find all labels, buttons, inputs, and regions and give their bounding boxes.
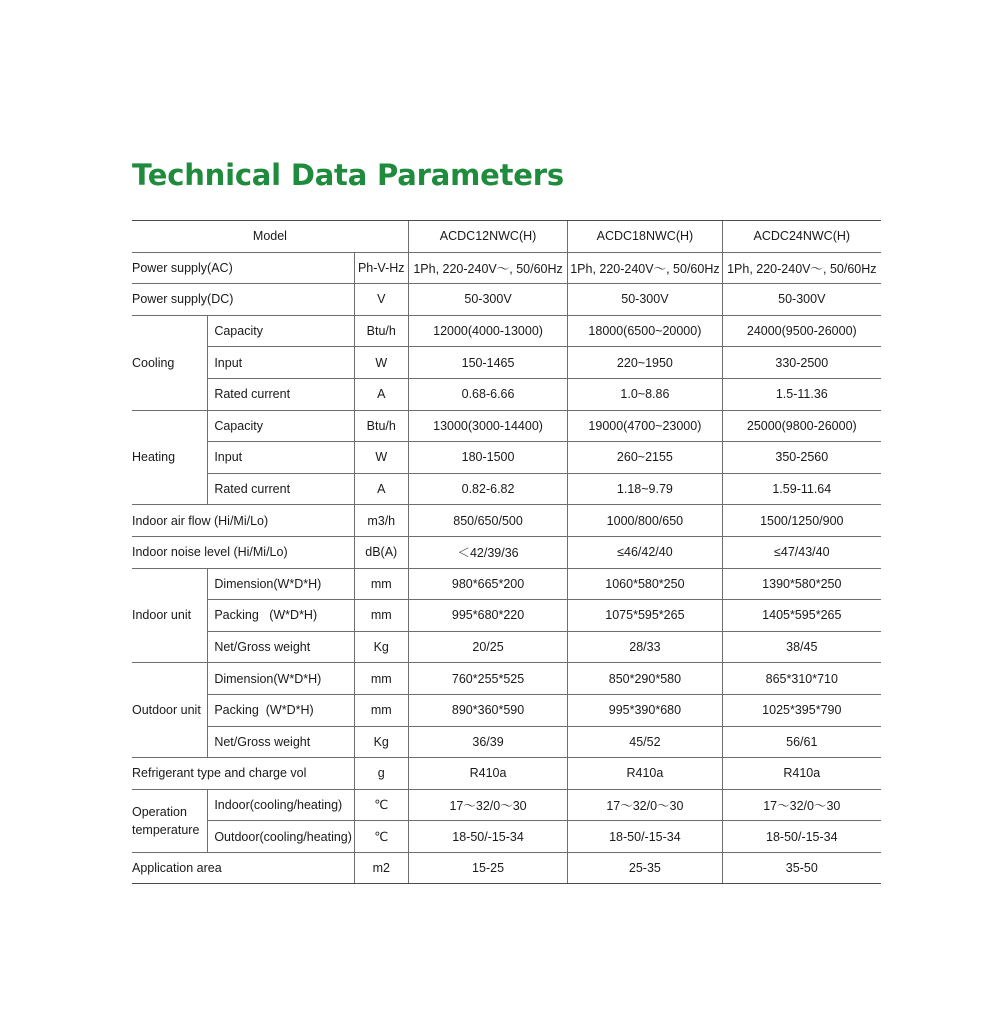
value-cell: 220~1950 (568, 347, 722, 379)
unit-cell: V (354, 284, 408, 316)
table-row (132, 410, 881, 442)
table-row (132, 473, 881, 505)
row-label: Rated current (208, 378, 354, 410)
unit-cell: m2 (354, 852, 408, 884)
value-cell: R410a (722, 758, 881, 790)
unit-cell: ℃ (354, 789, 408, 821)
group-label: Indoor unit (132, 568, 208, 663)
value-cell: 25-35 (568, 852, 722, 884)
table-row (132, 284, 881, 316)
value-cell: 980*665*200 (408, 568, 567, 600)
table-row (132, 442, 881, 474)
value-cell: 1.59-11.64 (722, 473, 881, 505)
value-cell: 330-2500 (722, 347, 881, 379)
value-cell: 890*360*590 (408, 694, 567, 726)
unit-cell: g (354, 758, 408, 790)
value-cell: ＜42/39/36 (408, 536, 567, 568)
unit-cell: m3/h (354, 505, 408, 537)
value-cell: 150-1465 (408, 347, 567, 379)
value-cell: 38/45 (722, 631, 881, 663)
value-cell: 18-50/-15-34 (722, 821, 881, 853)
value-cell: 1060*580*250 (568, 568, 722, 600)
value-cell: 36/39 (408, 726, 567, 758)
unit-cell: ℃ (354, 821, 408, 853)
row-label: Rated current (208, 473, 354, 505)
unit-cell: Kg (354, 631, 408, 663)
value-cell: 350-2560 (722, 442, 881, 474)
group-label: Heating (132, 410, 208, 505)
value-cell: 24000(9500-26000) (722, 315, 881, 347)
unit-cell: mm (354, 600, 408, 632)
unit-cell: Ph-V-Hz (354, 252, 408, 284)
row-label: Application area (132, 852, 354, 884)
table-row (132, 600, 881, 632)
table-row (132, 505, 881, 537)
row-label: Dimension(W*D*H) (208, 663, 354, 695)
group-label: Outdoor unit (132, 663, 208, 758)
value-cell: 1.5-11.36 (722, 378, 881, 410)
unit-cell: Btu/h (354, 315, 408, 347)
model-name: ACDC12NWC(H) (408, 221, 567, 253)
row-label: Indoor air flow (Hi/Mi/Lo) (132, 505, 354, 537)
value-cell: 1Ph, 220-240V〜, 50/60Hz (408, 252, 567, 284)
value-cell: 20/25 (408, 631, 567, 663)
value-cell: 850/650/500 (408, 505, 567, 537)
table-row (132, 758, 881, 790)
row-label: Net/Gross weight (208, 631, 354, 663)
value-cell: 760*255*525 (408, 663, 567, 695)
value-cell: 15-25 (408, 852, 567, 884)
value-cell: 1075*595*265 (568, 600, 722, 632)
unit-cell: W (354, 442, 408, 474)
value-cell: 1000/800/650 (568, 505, 722, 537)
value-cell: ≤47/43/40 (722, 536, 881, 568)
value-cell: 50-300V (722, 284, 881, 316)
value-cell: 50-300V (568, 284, 722, 316)
value-cell: 56/61 (722, 726, 881, 758)
value-cell: 1405*595*265 (722, 600, 881, 632)
value-cell: 180-1500 (408, 442, 567, 474)
row-label: Capacity (208, 410, 354, 442)
unit-cell: mm (354, 568, 408, 600)
value-cell: 17〜32/0〜30 (568, 789, 722, 821)
unit-cell: mm (354, 694, 408, 726)
table-row (132, 789, 881, 821)
value-cell: 850*290*580 (568, 663, 722, 695)
row-label: Power supply(DC) (132, 284, 354, 316)
value-cell: 995*680*220 (408, 600, 567, 632)
value-cell: 260~2155 (568, 442, 722, 474)
table-row (132, 315, 881, 347)
value-cell: R410a (568, 758, 722, 790)
value-cell: 17〜32/0〜30 (408, 789, 567, 821)
model-name: ACDC24NWC(H) (722, 221, 881, 253)
unit-cell: Kg (354, 726, 408, 758)
value-cell: 35-50 (722, 852, 881, 884)
value-cell: 1500/1250/900 (722, 505, 881, 537)
value-cell: 0.68-6.66 (408, 378, 567, 410)
unit-cell: A (354, 378, 408, 410)
row-label: Refrigerant type and charge vol (132, 758, 354, 790)
value-cell: 18-50/-15-34 (408, 821, 567, 853)
model-header: Model (132, 221, 408, 253)
table-row (132, 821, 881, 853)
table-row (132, 347, 881, 379)
row-label: Outdoor(cooling/heating) (208, 821, 354, 853)
value-cell: 865*310*710 (722, 663, 881, 695)
value-cell: 1.18~9.79 (568, 473, 722, 505)
table-row (132, 631, 881, 663)
table-row (132, 726, 881, 758)
table-row (132, 694, 881, 726)
row-label: Input (208, 347, 354, 379)
value-cell: 1Ph, 220-240V〜, 50/60Hz (722, 252, 881, 284)
value-cell: 18000(6500~20000) (568, 315, 722, 347)
unit-cell: mm (354, 663, 408, 695)
row-label: Indoor(cooling/heating) (208, 789, 354, 821)
table-row (132, 536, 881, 568)
value-cell: 1025*395*790 (722, 694, 881, 726)
value-cell: 995*390*680 (568, 694, 722, 726)
row-label: Packing (W*D*H) (208, 600, 354, 632)
value-cell: 17〜32/0〜30 (722, 789, 881, 821)
value-cell: 0.82-6.82 (408, 473, 567, 505)
value-cell: 1.0~8.86 (568, 378, 722, 410)
row-label: Packing (W*D*H) (208, 694, 354, 726)
value-cell: 45/52 (568, 726, 722, 758)
value-cell: 12000(4000-13000) (408, 315, 567, 347)
value-cell: ≤46/42/40 (568, 536, 722, 568)
table-row (132, 378, 881, 410)
row-label: Net/Gross weight (208, 726, 354, 758)
value-cell: 1Ph, 220-240V〜, 50/60Hz (568, 252, 722, 284)
value-cell: 19000(4700~23000) (568, 410, 722, 442)
group-label: Cooling (132, 315, 208, 410)
value-cell: 18-50/-15-34 (568, 821, 722, 853)
row-label: Input (208, 442, 354, 474)
unit-cell: W (354, 347, 408, 379)
unit-cell: dB(A) (354, 536, 408, 568)
table-row (132, 252, 881, 284)
row-label: Indoor noise level (Hi/Mi/Lo) (132, 536, 354, 568)
table-header-row (132, 221, 881, 253)
value-cell: 25000(9800-26000) (722, 410, 881, 442)
page-title: Technical Data Parameters (132, 158, 564, 192)
table-row (132, 568, 881, 600)
group-label: Operation temperature (132, 789, 208, 852)
row-label: Power supply(AC) (132, 252, 354, 284)
row-label: Dimension(W*D*H) (208, 568, 354, 600)
table-row (132, 663, 881, 695)
table-row (132, 852, 881, 884)
value-cell: 13000(3000-14400) (408, 410, 567, 442)
value-cell: R410a (408, 758, 567, 790)
unit-cell: A (354, 473, 408, 505)
model-name: ACDC18NWC(H) (568, 221, 722, 253)
row-label: Capacity (208, 315, 354, 347)
value-cell: 28/33 (568, 631, 722, 663)
value-cell: 50-300V (408, 284, 567, 316)
value-cell: 1390*580*250 (722, 568, 881, 600)
unit-cell: Btu/h (354, 410, 408, 442)
technical-data-table (132, 220, 881, 884)
